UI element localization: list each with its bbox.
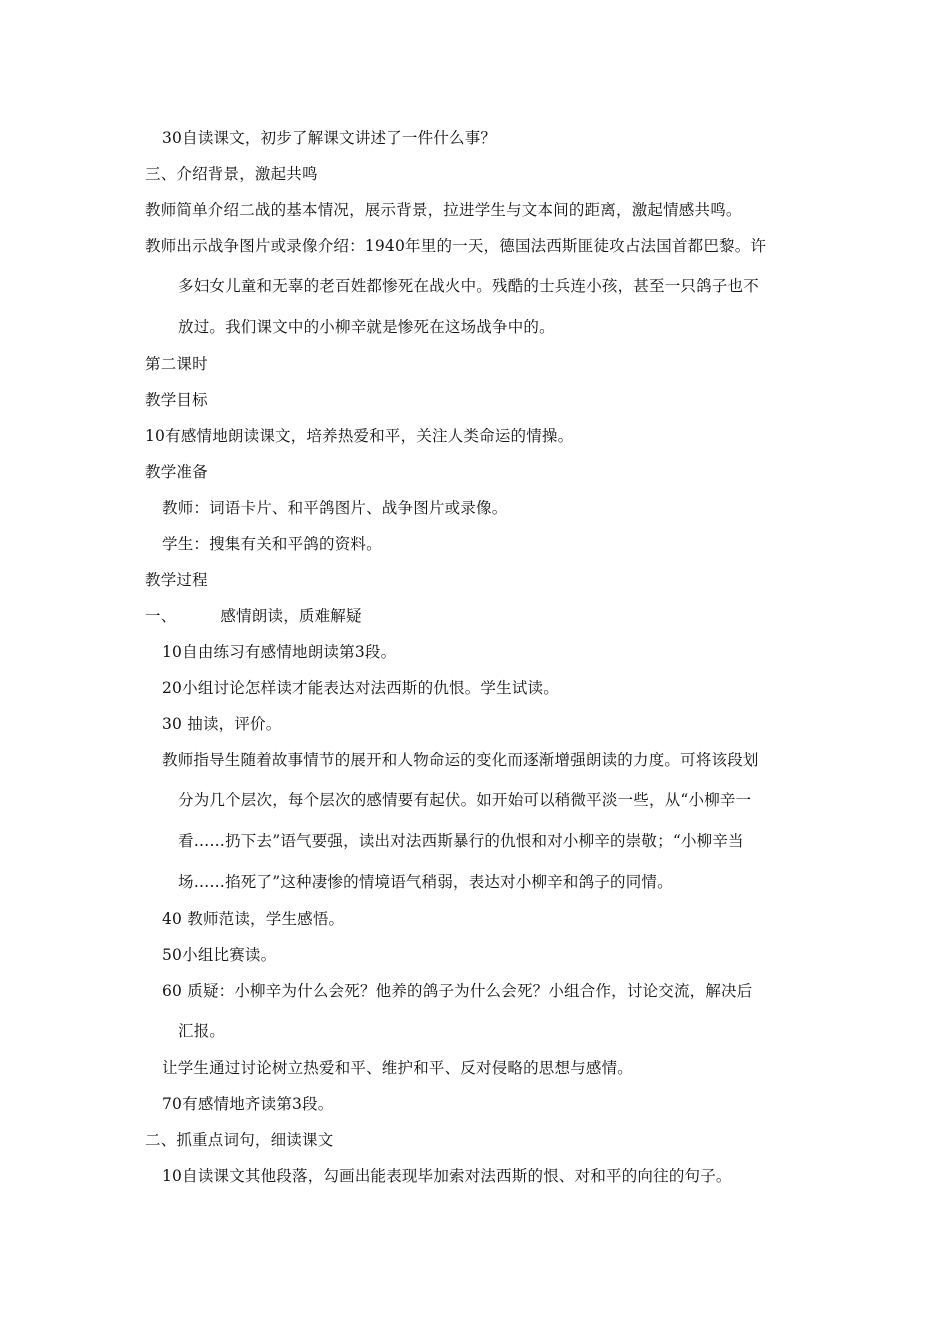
text-line: 10有感情地朗读课文，培养热爱和平，关注人类命运的情操。 — [145, 427, 574, 445]
section-heading: 教学过程 — [145, 571, 208, 589]
text-line: 多妇女儿童和无辜的老百姓都惨死在战火中。残酷的士兵连小孩，甚至一只鸽子也不 — [178, 277, 759, 295]
text-line: 放过。我们课文中的小柳辛就是惨死在这场战争中的。 — [178, 318, 555, 336]
text-line: 20小组讨论怎样读才能表达对法西斯的仇恨。学生试读。 — [162, 679, 559, 697]
text-line: 教师：词语卡片、和平鸽图片、战争图片或录像。 — [162, 499, 508, 517]
text-line: 汇报。 — [178, 1022, 226, 1040]
text-line: 教师出示战争图片或录像介绍：1940年里的一天，德国法西斯匪徒攻占法国首都巴黎。许 — [145, 237, 767, 255]
text-line: 60 质疑：小柳辛为什么会死？他养的鸽子为什么会死？小组合作，讨论交流，解决后 — [162, 982, 753, 1000]
heading-text: 感情朗读，质难解疑 — [220, 607, 362, 625]
text-line: 教师简单介绍二战的基本情况，展示背景，拉进学生与文本间的距离，激起情感共鸣。 — [145, 201, 742, 219]
section-heading — [145, 605, 362, 627]
heading-number: 一、 — [145, 607, 177, 625]
text-line: 30自读课文，初步了解课文讲述了一件什么事？ — [162, 129, 497, 147]
text-line: 看……扔下去”语气要强，读出对法西斯暴行的仇恨和对小柳辛的崇敬；“小柳辛当 — [178, 832, 744, 850]
section-heading: 三、介绍背景，激起共鸣 — [145, 165, 318, 183]
text-line: 40 教师范读，学生感悟。 — [162, 910, 345, 928]
section-heading: 教学准备 — [145, 463, 208, 481]
text-line: 分为几个层次，每个层次的感情要有起伏。如开始可以稍微平淡一些，从“小柳辛一 — [178, 791, 752, 809]
section-heading: 教学目标 — [145, 391, 208, 409]
text-line: 学生：搜集有关和平鸽的资料。 — [162, 535, 382, 553]
section-heading: 二、抓重点词句，细读课文 — [145, 1131, 334, 1149]
text-line: 10自由练习有感情地朗读第3段。 — [162, 643, 397, 661]
section-heading: 第二课时 — [145, 355, 208, 373]
text-line: 让学生通过讨论树立热爱和平、维护和平、反对侵略的思想与感情。 — [162, 1059, 634, 1077]
text-line: 10自读课文其他段落，勾画出能表现毕加索对法西斯的恨、对和平的向往的句子。 — [162, 1167, 732, 1185]
text-line: 教师指导生随着故事情节的展开和人物命运的变化而逐渐增强朗读的力度。可将该段划 — [162, 751, 759, 769]
text-line: 30 抽读，评价。 — [162, 715, 282, 733]
text-line: 场……掐死了”这种凄惨的情境语气稍弱，表达对小柳辛和鸽子的同情。 — [178, 873, 673, 891]
text-line: 70有感情地齐读第3段。 — [162, 1095, 334, 1113]
text-line: 50小组比赛读。 — [162, 946, 277, 964]
